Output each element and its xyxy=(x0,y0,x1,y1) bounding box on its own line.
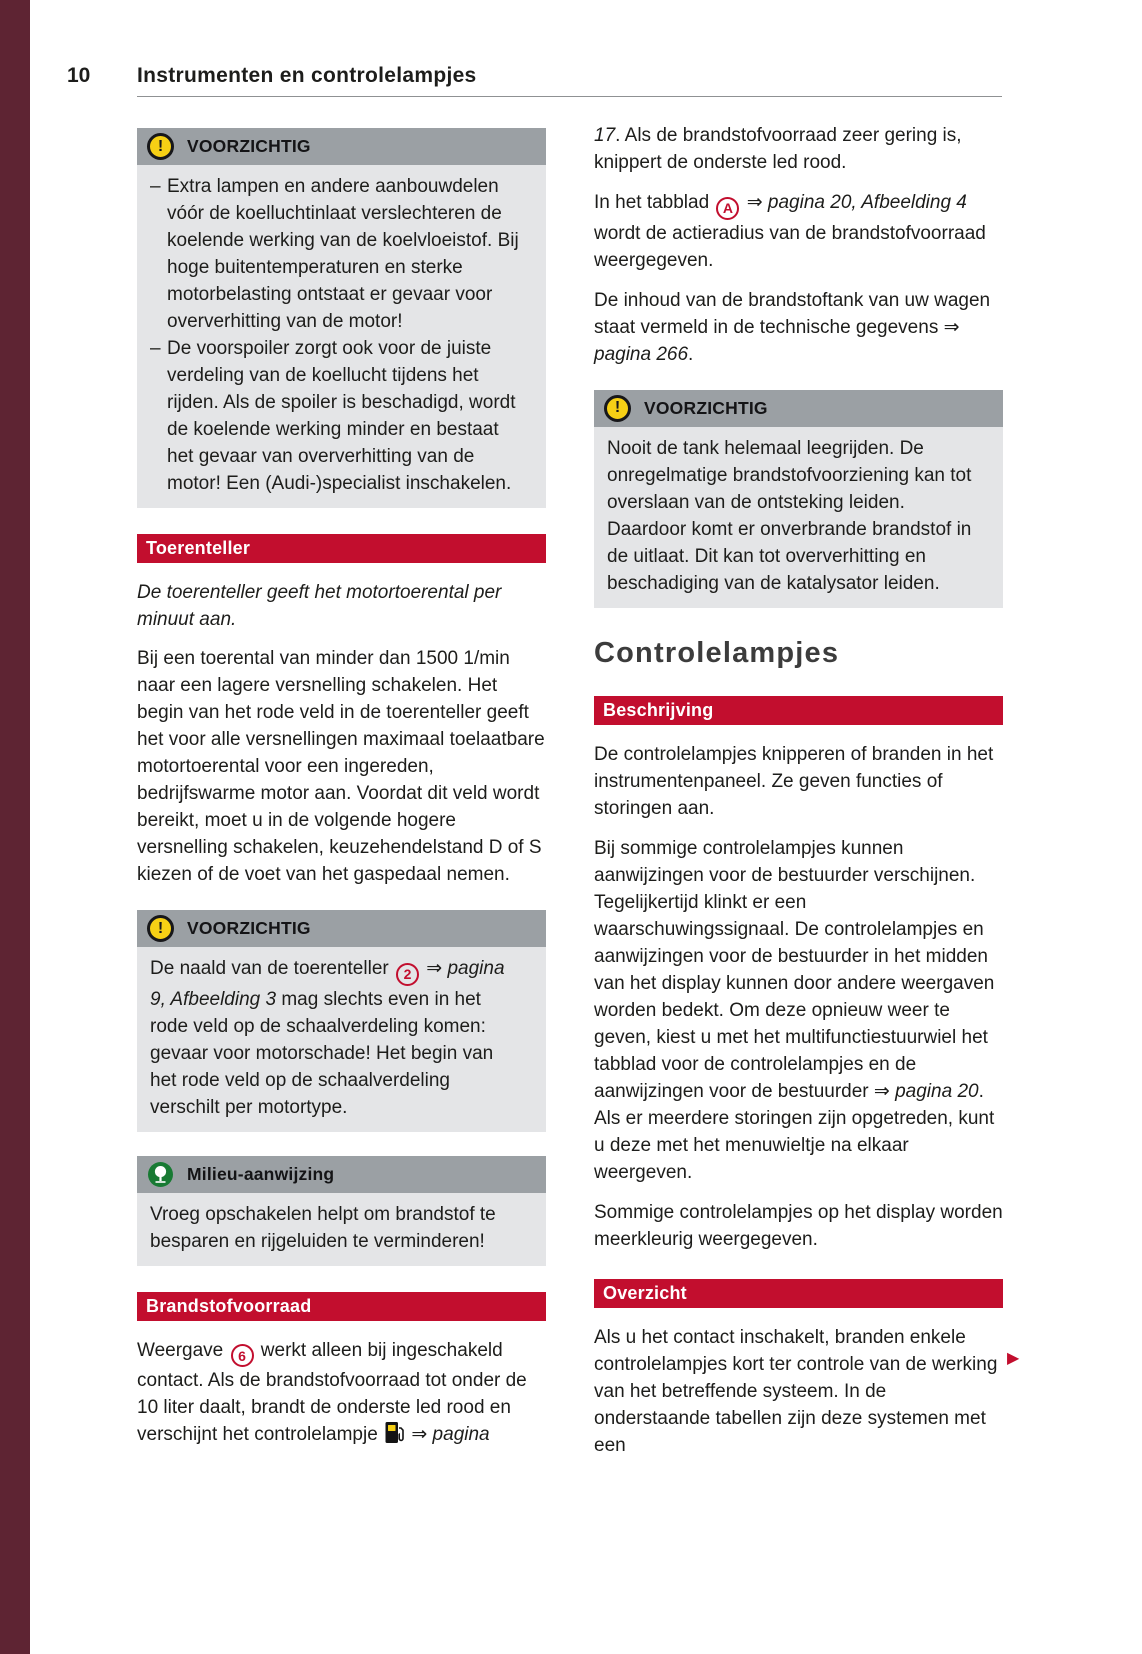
text-segment: In het tabblad xyxy=(594,192,715,213)
section-heading-overzicht: Overzicht xyxy=(594,1279,1003,1308)
toerenteller-lead-text: De toerenteller geeft het motortoerental per minuut aan. xyxy=(137,582,502,630)
caution-box-body xyxy=(137,947,546,1132)
caution-box-header xyxy=(594,390,1003,427)
page-reference: ⇒ pagina 20, Afbeelding 4 xyxy=(741,192,967,213)
callout-ref-a: A xyxy=(716,197,739,220)
warning-icon: ! xyxy=(147,133,174,160)
fuel-pump-icon xyxy=(385,1421,404,1444)
eco-note-box xyxy=(137,1156,546,1266)
text-segment: . Als de brandstofvoorraad zeer gering is, knippert de onderste led rood. xyxy=(594,125,962,173)
beschrijving-p3: Sommige controlelampjes op het display worden meerkleurig weergegeven. xyxy=(594,1201,1003,1250)
caution-box-cooling xyxy=(137,128,546,508)
dash-marker: – xyxy=(150,338,161,359)
tab-actieradius-text xyxy=(594,189,1003,274)
caution-box-title: VOORZICHTIG xyxy=(187,136,311,156)
text-segment: wordt de actieradius van de brandstofvoorraad weergegeven. xyxy=(594,222,986,271)
caution-list-item xyxy=(150,173,522,335)
caution-box-title: VOORZICHTIG xyxy=(644,397,768,418)
beschrijving-p2 xyxy=(594,835,1003,1186)
page-title: Instrumenten en controlelampjes xyxy=(137,64,477,87)
eco-note-body xyxy=(137,1193,546,1266)
text-segment: De inhoud van de brandstoftank van uw wagen staat vermeld in de technische gegevens xyxy=(594,289,991,338)
chapter-heading-controlelampjes: Controlelampjes xyxy=(594,636,840,669)
page-number: 10 xyxy=(67,64,91,87)
text-segment: . Als er meerdere storingen zijn opgetreden, kunt u deze met het menuwieltje na elkaar weergeven. xyxy=(594,1080,995,1183)
binding-edge-bar xyxy=(0,0,30,1654)
text-segment: De naald van de toerenteller xyxy=(150,958,394,979)
page-reference: ⇒ pagina 266 xyxy=(594,316,960,365)
caution-list-item xyxy=(150,335,522,497)
caution-box-body xyxy=(594,427,1003,608)
page-reference: ⇒ pagina 20 xyxy=(873,1080,979,1102)
section-heading-brandstofvoorraad: Brandstofvoorraad xyxy=(137,1292,546,1321)
eco-tree-icon xyxy=(147,1161,174,1188)
caution-box-body xyxy=(137,165,546,508)
overzicht-p1: Als u het contact inschakelt, branden enkele controlelampjes kort ter controle van de werking van het betreffende systeem. In de onderstaande tabellen zijn deze systemen met een xyxy=(594,1326,998,1456)
left-column xyxy=(137,118,546,1461)
caution-box-title: VOORZICHTIG xyxy=(187,918,311,938)
page-reference: 17 xyxy=(594,125,616,146)
section-heading-toerenteller: Toerenteller xyxy=(137,534,546,563)
page-reference: ⇒ pagina xyxy=(406,1424,490,1445)
eco-note-header xyxy=(137,1156,546,1193)
text-segment: mag slechts even in het rode veld op de schaalverdeling komen: gevaar voor motorschade! Het begin van het rode veld op de schaalverdeling verschilt per motortype. xyxy=(150,988,494,1118)
eco-note-title: Milieu-aanwijzing xyxy=(187,1163,335,1184)
warning-icon: ! xyxy=(147,915,174,942)
beschrijving-p1: De controlelampjes knipperen of branden in het instrumentenpaneel. Ze geven functies of storingen aan. xyxy=(594,743,994,819)
page-continuation-icon: ▶ xyxy=(1007,1350,1020,1367)
text-segment: Weergave xyxy=(137,1339,229,1361)
text-segment: werkt alleen bij ingeschakeld contact. Als de brandstofvoorraad tot onder de 10 liter daalt, brandt de onderste led rood en verschijnt het controlelampje xyxy=(137,1339,527,1445)
callout-ref-2: 2 xyxy=(396,963,419,986)
toerenteller-body-text: Bij een toerental van minder dan 1500 1/min naar een lagere versnelling schakelen. Het begin van het rode veld in de toerenteller geeft het voor alle versnellingen maximaal toelaatbare motortoerental voor een ingereden, bedrijfswarme motor aan. Voordat dit veld wordt bereikt, moet u in de volgende hogere versnelling schakelen, keuzehendelstand D of S kiezen of de voet van het gaspedaal nemen. xyxy=(137,648,545,885)
eco-note-text: Vroeg opschakelen helpt om brandstof te besparen en rijgeluiden te verminderen! xyxy=(150,1203,496,1252)
right-column xyxy=(594,118,1003,1472)
caution-item-text: De voorspoiler zorgt ook voor de juiste verdeling van de koellucht tijdens het rijden. Als de spoiler is beschadigd, wordt de koelende werking minder en bestaat het gevaar van oververhitting van de motor! Een (Audi-)specialist inschakelen. xyxy=(167,338,516,494)
caution-tank-text: Nooit de tank helemaal leegrijden. De onregelmatige brandstofvoorziening kan tot overslaan van de ontsteking leiden. Daardoor komt er onverbrande brandstof in de uitlaat. Dit kan tot oververhitting en beschadiging van de katalysator leiden. xyxy=(607,437,972,594)
caution-needle-text xyxy=(150,955,522,1121)
header-rule xyxy=(137,96,1002,97)
fuel-continued-text xyxy=(594,122,1003,176)
caution-box-header xyxy=(137,910,546,947)
warning-icon: ! xyxy=(604,395,631,422)
caution-box-tank xyxy=(594,390,1003,608)
section-heading-beschrijving: Beschrijving xyxy=(594,696,1003,725)
tank-inhoud-text xyxy=(594,287,1003,368)
caution-box-header xyxy=(137,128,546,165)
caution-box-needle xyxy=(137,910,546,1132)
dash-marker: – xyxy=(150,176,161,197)
text-segment: . xyxy=(688,343,694,365)
brandstofvoorraad-text xyxy=(137,1337,546,1449)
caution-item-text: Extra lampen en andere aanbouwdelen vóór de koelluchtinlaat verslechteren de koelende werking van de koelvloeistof. Bij hoge buitentemperaturen en sterke motorbelasting ontstaat er gevaar voor oververhitting van de motor! xyxy=(167,176,519,332)
callout-ref-6: 6 xyxy=(231,1344,254,1367)
text-segment: Bij sommige controlelampjes kunnen aanwijzingen voor de bestuurder verschijnen. Tegelijkertijd klinkt er een waarschuwingssignaal. De controlelampjes en aanwijzingen voor de bestuurder in het midden van het display kunnen door andere weergaven worden bedekt. Om deze opnieuw weer te geven, kiest u met het multifunctiestuurwiel het tabblad voor de controlelampjes en de aanwijzingen voor de bestuurder xyxy=(594,837,995,1102)
page-reference: ⇒ pagina 9, Afbeelding 3 xyxy=(150,958,505,1010)
